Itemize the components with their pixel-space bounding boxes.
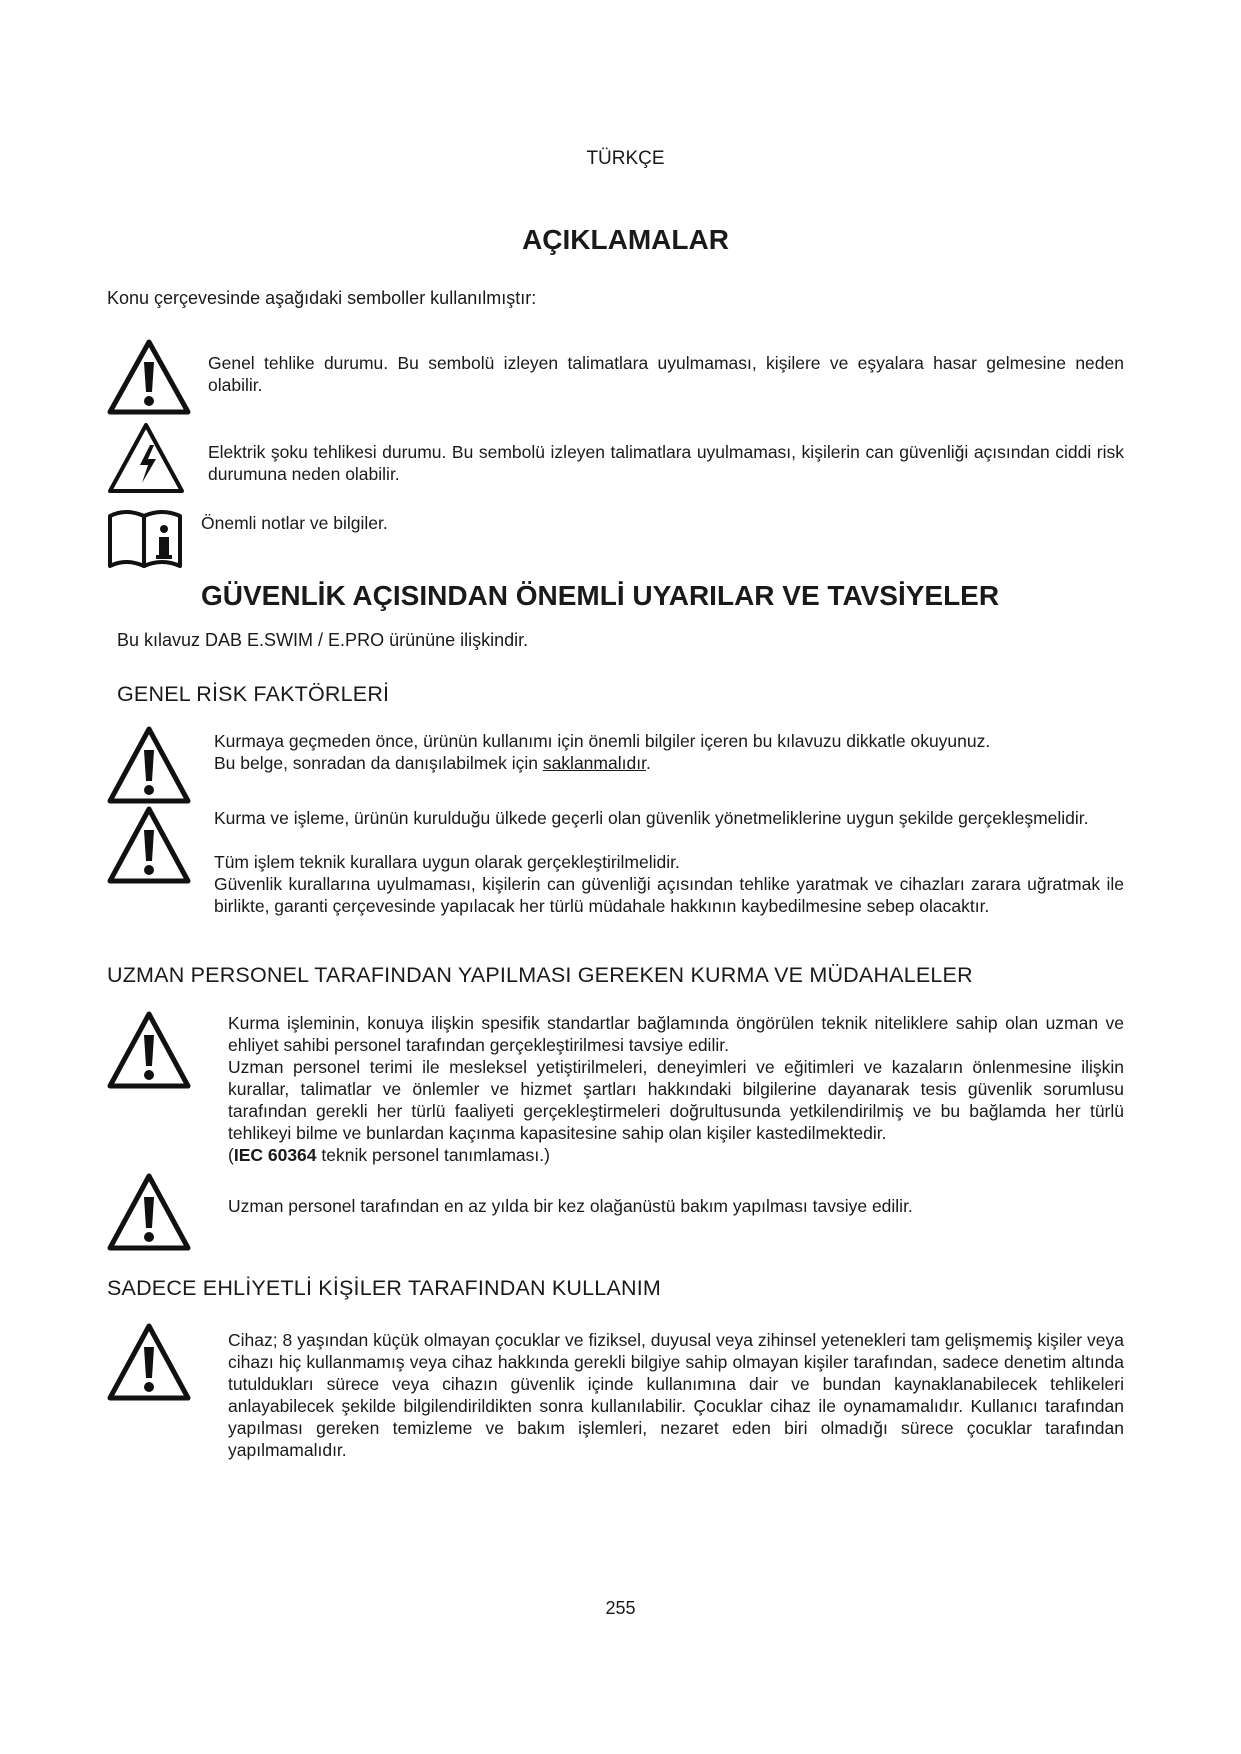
warning-icon (106, 1322, 192, 1402)
expert-heading: UZMAN PERSONEL TARAFINDAN YAPILMASI GEREKEN KURMA VE MÜDAHALELER (107, 963, 973, 987)
product-line: Bu kılavuz DAB E.SWIM / E.PRO ürününe ilişkindir. (117, 630, 529, 650)
general-risk-p1-line2 (214, 752, 1124, 774)
general-danger-text: Genel tehlike durumu. Bu sembolü izleyen talimatlara uyulmaması, kişilere ve eşyalara hasar gelmesine neden olabilir. (208, 353, 1124, 395)
warning-icon (106, 725, 192, 805)
safety-heading: GÜVENLİK AÇISINDAN ÖNEMLİ UYARILAR VE TAVSİYELER (201, 580, 1000, 611)
warning-icon (106, 1010, 192, 1090)
expert-p3 (228, 1144, 1124, 1166)
expert-p1: Kurma işleminin, konuya ilişkin spesifik standartlar bağlamında öngörülen teknik niteliklere sahip olan uzman ve ehliyet sahibi personel tarafından gerçekleştirilmesi tavsiye edilir. (228, 1013, 1124, 1055)
page-title: AÇIKLAMALAR (522, 224, 729, 255)
expert-p2: Uzman personel terimi ile mesleksel yetiştirilmeleri, deneyimleri ve eğitimleri ve kazaların önlenmesine ilişkin kurallar, talimatlar ve önlemler ve hizmet şartları hakkındaki bilgilerine dayanarak tesis güvenlik sorumlusu tarafından gerekli her türlü faaliyeti gerçekleştirmeleri doğrultusunda yetkilendirilmiş ve bu bağlamda her türlü tehlikeyi bilme ve bunlardan kaçınma kapasitesine sahip olan kişiler kastedilmektedir. (228, 1057, 1124, 1143)
notes-text: Önemli notlar ve bilgiler. (201, 513, 388, 533)
expert-p3-standard: IEC 60364 (233, 1145, 317, 1165)
info-book-icon (106, 508, 184, 570)
general-risk-p4: Güvenlik kurallarına uyulmaması, kişilerin can güvenliği açısından tehlike yaratmak ve cihazları zarara uğratmak ile birlikte, garanti çerçevesinde yapılacak her türlü müdahale hakkının kaybedilmesine sebep olacaktır. (214, 874, 1124, 916)
warning-icon (106, 1172, 192, 1252)
expert-p3-pre: ( (228, 1145, 234, 1165)
general-risk-p1-line2-underlined: saklanmalıdır (542, 753, 646, 773)
general-risk-p1-line1: Kurmaya geçmeden önce, ürünün kullanımı için önemli bilgiler içeren bu kılavuzu dikkatle okuyunuz. (214, 731, 991, 751)
general-risk-p3: Tüm işlem teknik kurallara uygun olarak gerçekleştirilmelidir. (214, 852, 680, 872)
expert-p3-post: teknik personel tanımlaması.) (316, 1145, 550, 1165)
general-risk-heading: GENEL RİSK FAKTÖRLERİ (117, 682, 390, 706)
general-risk-p1-line2-pre: Bu belge, sonradan da danışılabilmek için (214, 753, 543, 773)
warning-icon (106, 805, 192, 885)
expert-p4: Uzman personel tarafından en az yılda bir kez olağanüstü bakım yapılması tavsiye edilir. (228, 1196, 913, 1216)
electric-shock-text: Elektrik şoku tehlikesi durumu. Bu sembolü izleyen talimatlara uyulmaması, kişilerin can güvenliği açısından ciddi risk durumuna neden olabilir. (208, 442, 1124, 484)
qualified-p1: Cihaz; 8 yaşından küçük olmayan çocuklar ve fiziksel, duyusal veya zihinsel yetenekleri tam gelişmemiş kişiler veya cihazı hiç kullanmamış veya cihaz hakkında gerekli bilgiye sahip olmayan kişiler tarafından, sadece denetim altında tutuldukları sürece veya cihazın güvenlik içinde kullanımına dair ve bundan kaynaklanabilecek tehlikeleri anlayabilecek şekilde bilgilendirildikten sonra kullanılabilir. Çocuklar cihaz ile oynamamalıdır. Kullanıcı tarafından yapılması gereken temizleme ve bakım işlemleri, nezaret eden biri olmadığı sürece çocuklar tarafından yapılmamalıdır. (228, 1330, 1124, 1460)
warning-icon (106, 338, 192, 416)
symbols-intro: Konu çerçevesinde aşağıdaki semboller kullanılmıştır: (107, 288, 537, 308)
page-number: 255 (605, 1598, 636, 1618)
qualified-heading: SADECE EHLİYETLİ KİŞİLER TARAFINDAN KULLANIM (107, 1276, 662, 1300)
general-risk-p2: Kurma ve işleme, ürünün kurulduğu ülkede geçerli olan güvenlik yönetmeliklerine uygun şekilde gerçekleşmelidir. (214, 808, 1089, 828)
electric-shock-icon (106, 421, 186, 495)
general-risk-p1-line2-end: . (645, 753, 651, 773)
language-label: TÜRKÇE (586, 148, 665, 169)
